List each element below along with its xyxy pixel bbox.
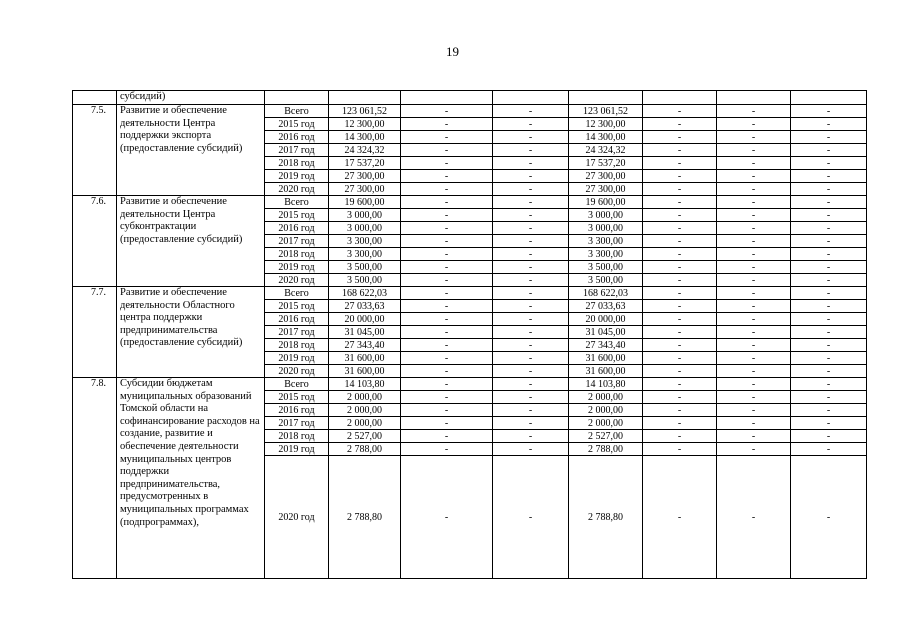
regional-value: - [493,209,569,222]
regional-value: - [493,170,569,183]
other-value: - [791,287,867,300]
total-value: 31 045,00 [329,326,401,339]
total-value: 168 622,03 [329,287,401,300]
total-value: 20 000,00 [329,313,401,326]
offbudget-value: - [717,456,791,579]
year-cell: 2015 год [265,209,329,222]
offbudget-value: - [717,365,791,378]
federal-value: - [401,209,493,222]
local-value: - [643,118,717,131]
regional-value: - [493,222,569,235]
other-value: - [791,443,867,456]
federal-value: - [401,352,493,365]
item-number: 7.8. [73,378,117,579]
regional-budget-value: 31 045,00 [569,326,643,339]
total-value: 3 000,00 [329,209,401,222]
offbudget-value: - [717,404,791,417]
offbudget-value: - [717,430,791,443]
regional-value: - [493,365,569,378]
other-value: - [791,326,867,339]
total-value: 12 300,00 [329,118,401,131]
regional-value: - [493,339,569,352]
page-number: 19 [446,44,459,59]
total-value: 31 600,00 [329,365,401,378]
regional-value: - [493,118,569,131]
table-row [73,91,867,105]
other-value: - [791,391,867,404]
local-value: - [643,365,717,378]
other-value: - [791,183,867,196]
year-cell: 2016 год [265,222,329,235]
total-value: 17 537,20 [329,157,401,170]
offbudget-value: - [717,261,791,274]
offbudget-value: - [717,118,791,131]
year-cell: 2016 год [265,313,329,326]
regional-budget-value: 2 000,00 [569,391,643,404]
regional-value: - [493,326,569,339]
federal-value: - [401,391,493,404]
offbudget-value: - [717,170,791,183]
local-value: - [643,456,717,579]
year-cell: 2020 год [265,456,329,579]
other-value: - [791,274,867,287]
local-value: - [643,352,717,365]
regional-value: - [493,404,569,417]
federal-value: - [401,417,493,430]
total-value: 2 788,00 [329,443,401,456]
year-cell: 2020 год [265,274,329,287]
year-cell: 2018 год [265,157,329,170]
other-value: - [791,430,867,443]
regional-budget-value: 3 300,00 [569,248,643,261]
regional-value: - [493,391,569,404]
local-value: - [643,417,717,430]
year-cell: 2020 год [265,365,329,378]
regional-budget-value: 2 788,80 [569,456,643,579]
regional-budget-value: 27 300,00 [569,170,643,183]
regional-budget-value: 2 788,00 [569,443,643,456]
federal-value: - [401,430,493,443]
federal-value: - [401,339,493,352]
regional-value: - [493,261,569,274]
year-cell: Всего [265,287,329,300]
year-cell: Всего [265,378,329,391]
other-value: - [791,248,867,261]
offbudget-value: - [717,443,791,456]
regional-budget-value: 3 300,00 [569,235,643,248]
offbudget-value: - [717,313,791,326]
year-cell: 2020 год [265,183,329,196]
total-value: 24 324,32 [329,144,401,157]
local-value: - [643,170,717,183]
year-cell: 2017 год [265,144,329,157]
total-value: 31 600,00 [329,352,401,365]
regional-value: - [493,443,569,456]
item-name: Развитие и обеспечение деятельности Центра поддержки экспорта (предоставление субсидий) [117,105,265,196]
local-value: - [643,235,717,248]
item-number: 7.6. [73,196,117,287]
federal-value: - [401,326,493,339]
federal-value: - [401,235,493,248]
federal-value: - [401,183,493,196]
other-value: - [791,209,867,222]
offbudget-value: - [717,131,791,144]
regional-budget-value: 3 500,00 [569,274,643,287]
regional-value: - [493,144,569,157]
regional-budget-value: 27 343,40 [569,339,643,352]
other-value: - [791,144,867,157]
regional-value: - [493,300,569,313]
other-value: - [791,300,867,313]
regional-budget-value: 14 300,00 [569,131,643,144]
table-row [73,196,867,209]
year-cell: Всего [265,105,329,118]
other-value: - [791,118,867,131]
regional-value: - [493,248,569,261]
regional-budget-value: 168 622,03 [569,287,643,300]
federal-value: - [401,300,493,313]
total-value: 3 000,00 [329,222,401,235]
year-cell: Всего [265,196,329,209]
federal-value: - [401,105,493,118]
offbudget-value: - [717,196,791,209]
other-value: - [791,235,867,248]
regional-value: - [493,417,569,430]
other-value: - [791,378,867,391]
year-cell: 2018 год [265,248,329,261]
federal-value: - [401,196,493,209]
other-value: - [791,105,867,118]
total-value: 14 103,80 [329,378,401,391]
local-value: - [643,222,717,235]
year-cell: 2016 год [265,404,329,417]
regional-value: - [493,456,569,579]
name-fragment: субсидий) [117,91,265,105]
offbudget-value: - [717,274,791,287]
total-value: 27 033,63 [329,300,401,313]
local-value: - [643,430,717,443]
offbudget-value: - [717,105,791,118]
total-value: 2 000,00 [329,404,401,417]
regional-value: - [493,287,569,300]
year-cell: 2019 год [265,261,329,274]
total-value: 3 500,00 [329,261,401,274]
federal-value: - [401,144,493,157]
regional-budget-value: 3 000,00 [569,209,643,222]
offbudget-value: - [717,378,791,391]
regional-value: - [493,157,569,170]
other-value: - [791,196,867,209]
year-cell: 2015 год [265,300,329,313]
local-value: - [643,391,717,404]
budget-table [72,90,867,579]
local-value: - [643,248,717,261]
regional-budget-value: 31 600,00 [569,365,643,378]
regional-budget-value: 31 600,00 [569,352,643,365]
federal-value: - [401,456,493,579]
local-value: - [643,131,717,144]
local-value: - [643,313,717,326]
local-value: - [643,209,717,222]
offbudget-value: - [717,157,791,170]
total-value: 2 527,00 [329,430,401,443]
federal-value: - [401,287,493,300]
regional-budget-value: 27 300,00 [569,183,643,196]
item-number: 7.7. [73,287,117,378]
total-value: 2 000,00 [329,391,401,404]
other-value: - [791,313,867,326]
total-value: 27 343,40 [329,339,401,352]
total-value: 14 300,00 [329,131,401,144]
offbudget-value: - [717,183,791,196]
local-value: - [643,443,717,456]
federal-value: - [401,118,493,131]
offbudget-value: - [717,222,791,235]
federal-value: - [401,365,493,378]
federal-value: - [401,404,493,417]
federal-value: - [401,222,493,235]
regional-value: - [493,105,569,118]
total-value: 3 500,00 [329,274,401,287]
offbudget-value: - [717,339,791,352]
local-value: - [643,404,717,417]
local-value: - [643,378,717,391]
year-cell: 2015 год [265,118,329,131]
item-name: Развитие и обеспечение деятельности Областного центра поддержки предпринимательства (предоставление субсидий) [117,287,265,378]
table-row [73,105,867,118]
offbudget-value: - [717,235,791,248]
other-value: - [791,339,867,352]
offbudget-value: - [717,300,791,313]
local-value: - [643,183,717,196]
year-cell: 2016 год [265,131,329,144]
regional-budget-value: 3 500,00 [569,261,643,274]
federal-value: - [401,443,493,456]
year-cell: 2015 год [265,391,329,404]
offbudget-value: - [717,144,791,157]
local-value: - [643,105,717,118]
year-cell: 2019 год [265,352,329,365]
federal-value: - [401,378,493,391]
local-value: - [643,339,717,352]
offbudget-value: - [717,391,791,404]
regional-value: - [493,352,569,365]
offbudget-value: - [717,417,791,430]
regional-value: - [493,313,569,326]
total-value: 123 061,52 [329,105,401,118]
offbudget-value: - [717,248,791,261]
regional-value: - [493,183,569,196]
year-cell: 2019 год [265,443,329,456]
total-value: 27 300,00 [329,170,401,183]
total-value: 27 300,00 [329,183,401,196]
federal-value: - [401,131,493,144]
total-value: 2 000,00 [329,417,401,430]
federal-value: - [401,261,493,274]
other-value: - [791,131,867,144]
regional-budget-value: 27 033,63 [569,300,643,313]
other-value: - [791,404,867,417]
other-value: - [791,170,867,183]
table-row [73,378,867,391]
regional-value: - [493,131,569,144]
local-value: - [643,157,717,170]
offbudget-value: - [717,352,791,365]
table-row [73,287,867,300]
regional-budget-value: 123 061,52 [569,105,643,118]
federal-value: - [401,274,493,287]
year-cell: 2017 год [265,235,329,248]
local-value: - [643,144,717,157]
item-name: Субсидии бюджетам муниципальных образований Томской области на софинансирование расходов на создание, развитие и обеспечение деятельности муниципальных центров поддержки предпринимательства, предусмотренных в муниципальных программах (подпрограммах), [117,378,265,579]
offbudget-value: - [717,326,791,339]
total-value: 2 788,80 [329,456,401,579]
regional-value: - [493,235,569,248]
regional-value: - [493,378,569,391]
local-value: - [643,300,717,313]
regional-budget-value: 24 324,32 [569,144,643,157]
regional-value: - [493,274,569,287]
year-cell: 2017 год [265,417,329,430]
regional-budget-value: 3 000,00 [569,222,643,235]
federal-value: - [401,313,493,326]
year-cell: 2018 год [265,430,329,443]
local-value: - [643,261,717,274]
item-name: Развитие и обеспечение деятельности Центра субконтрактации (предоставление субсидий) [117,196,265,287]
year-cell: 2019 год [265,170,329,183]
other-value: - [791,456,867,579]
regional-budget-value: 17 537,20 [569,157,643,170]
federal-value: - [401,248,493,261]
regional-budget-value: 14 103,80 [569,378,643,391]
federal-value: - [401,170,493,183]
local-value: - [643,274,717,287]
other-value: - [791,417,867,430]
other-value: - [791,222,867,235]
total-value: 19 600,00 [329,196,401,209]
federal-value: - [401,157,493,170]
regional-value: - [493,430,569,443]
total-value: 3 300,00 [329,248,401,261]
item-number: 7.5. [73,105,117,196]
other-value: - [791,365,867,378]
regional-budget-value: 20 000,00 [569,313,643,326]
other-value: - [791,352,867,365]
regional-budget-value: 2 527,00 [569,430,643,443]
offbudget-value: - [717,287,791,300]
regional-budget-value: 19 600,00 [569,196,643,209]
other-value: - [791,157,867,170]
total-value: 3 300,00 [329,235,401,248]
year-cell: 2017 год [265,326,329,339]
local-value: - [643,326,717,339]
other-value: - [791,261,867,274]
local-value: - [643,287,717,300]
year-cell: 2018 год [265,339,329,352]
regional-budget-value: 12 300,00 [569,118,643,131]
offbudget-value: - [717,209,791,222]
regional-budget-value: 2 000,00 [569,404,643,417]
regional-value: - [493,196,569,209]
regional-budget-value: 2 000,00 [569,417,643,430]
local-value: - [643,196,717,209]
